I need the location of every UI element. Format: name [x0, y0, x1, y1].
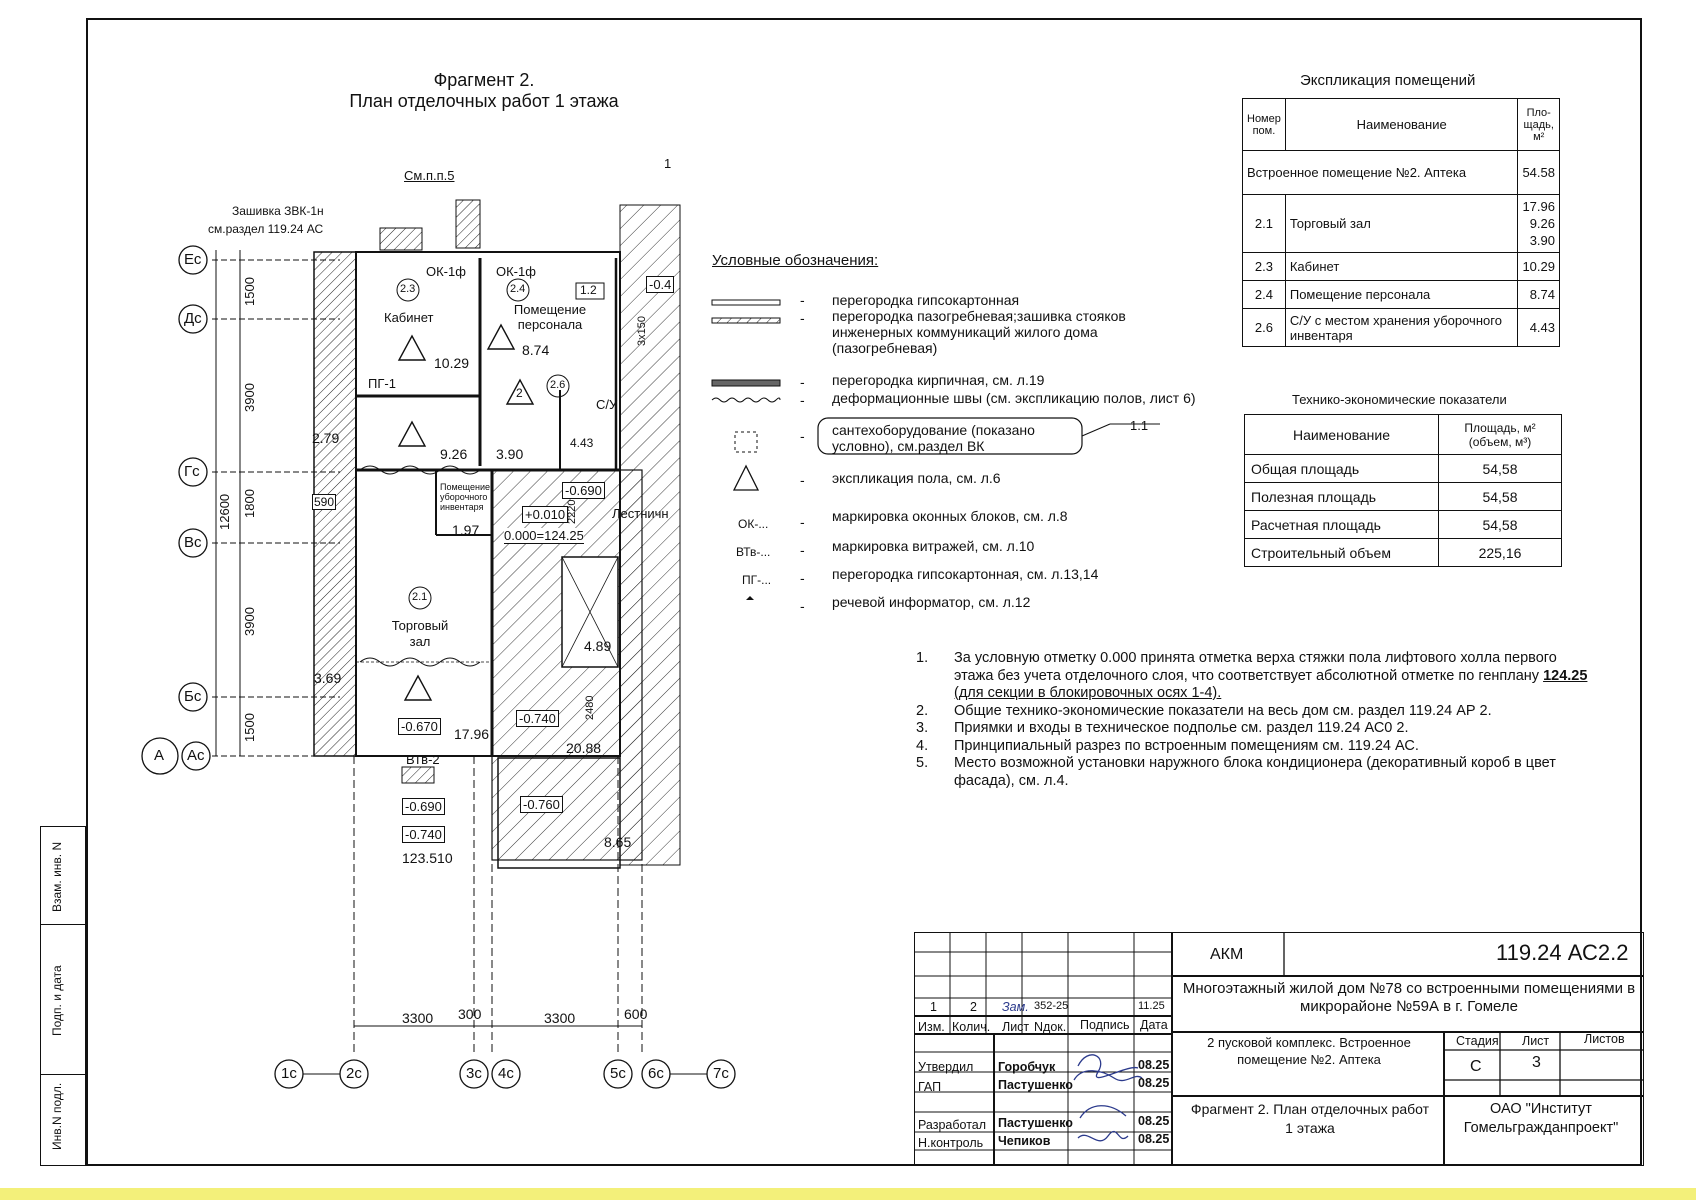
exp-row2-area: 10.29 — [1518, 253, 1560, 281]
legend-dash-8: - — [800, 542, 805, 558]
lbl-b1: 1 — [664, 156, 672, 171]
lbl-vtv2: ВТв-2 — [406, 752, 440, 767]
tep-r3-name: Расчетная площадь — [1245, 511, 1439, 539]
legend-dash-2: - — [800, 310, 805, 326]
side-inv: Инв.N подл. — [50, 1082, 64, 1150]
lbl-590: 590 — [314, 495, 335, 509]
axis-dc: Дс — [184, 310, 202, 327]
scan-edge — [0, 1188, 1696, 1200]
dim-3900b: 3900 — [242, 607, 257, 636]
legend-dash-1: - — [800, 292, 805, 308]
stamp-code: 119.24 АС2.2 — [1496, 940, 1629, 965]
dim-1500a: 1500 — [242, 277, 257, 306]
stamp-stage: С — [1470, 1058, 1482, 1075]
stamp-rev-d: 352-25 — [1034, 1000, 1069, 1012]
tep-r4-name: Строительный объем — [1245, 539, 1439, 567]
lbl-zero: 0.000=124.25 — [504, 528, 584, 543]
stamp-col-izm: Изм. — [918, 1020, 945, 1034]
lbl-t12: 1.2 — [580, 283, 597, 297]
lbl-123510: 123.510 — [402, 850, 453, 866]
lbl-r21: 2.1 — [412, 591, 428, 603]
axis-7c: 7с — [713, 1065, 729, 1082]
legend-item-10: речевой информатор, см. л.12 — [832, 594, 1031, 610]
tep-h-value: Площадь, м² (объем, м³) — [1439, 415, 1562, 455]
stamp-sheets-label: Листов — [1584, 1032, 1625, 1046]
exp-row2-num: 2.3 — [1243, 253, 1286, 281]
lbl-inv: Помещение уборочного инвентаря — [440, 482, 490, 512]
exp-row4-num: 2.6 — [1243, 309, 1286, 347]
zashivka: Зашивка ЗВК-1н — [232, 204, 324, 218]
side-vzam: Взам. инв. N — [50, 841, 64, 912]
axis-6c: 6с — [648, 1065, 664, 1082]
dim-12600: 12600 — [217, 493, 232, 530]
legend-item-8: маркировка витражей, см. л.10 — [832, 538, 1035, 554]
dim-3300b: 3300 — [544, 1010, 576, 1026]
lbl-m0670: -0.670 — [398, 718, 441, 735]
dim-3300a: 3300 — [402, 1010, 434, 1026]
lbl-3x150: 3x150 — [636, 316, 648, 346]
note-2: 2. Общие технико-экономические показатели на весь дом см. раздел 119.24 АР 2. — [916, 702, 1492, 719]
title-line2: План отделочных работ 1 этажа — [349, 91, 619, 111]
lbl-1029: 10.29 — [434, 355, 470, 371]
stamp-org: ОАО "Институт Гомельгражданпроект" — [1463, 1101, 1619, 1136]
stamp-date-3: 08.25 — [1138, 1114, 1170, 1128]
axis-ec: Ес — [184, 251, 202, 268]
tep-r2-value: 54,58 — [1439, 483, 1562, 511]
exp-row3-num: 2.4 — [1243, 281, 1286, 309]
stamp-sheet-title: Фрагмент 2. План отделочных работ 1 этажа — [1190, 1101, 1430, 1136]
lbl-m0740: -0.740 — [516, 710, 559, 727]
lbl-ok2: ОК-1ф — [496, 264, 536, 279]
legend-dash-7: - — [800, 514, 805, 530]
lbl-tri2: 2 — [516, 386, 523, 400]
stamp-date-2: 08.25 — [1138, 1076, 1170, 1090]
stamp-sheet-label: Лист — [1522, 1034, 1550, 1048]
lbl-m0740b: -0.740 — [402, 826, 445, 843]
legend-dash-3: - — [800, 374, 805, 390]
axis-gc: Гс — [184, 463, 200, 480]
stamp-rev-c: Зам. — [1002, 1000, 1029, 1014]
legend-dash-10: - — [800, 598, 805, 614]
lbl-874: 8.74 — [522, 342, 550, 358]
dim-300: 300 — [458, 1006, 482, 1022]
stamp-project: Многоэтажный жилой дом №78 со встроенными помещениями в микрорайоне №59А в г. Гомеле — [1182, 980, 1636, 1015]
exp-row3-name: Помещение персонала — [1285, 281, 1518, 309]
lbl-m0690b: -0.690 — [402, 798, 445, 815]
axis-vc: Вс — [184, 534, 202, 551]
legend-dash-4: - — [800, 392, 805, 408]
stamp-role-1: Утвердил — [918, 1060, 974, 1074]
tep-r2-name: Полезная площадь — [1245, 483, 1439, 511]
stamp-name-3: Пастушенко — [998, 1116, 1073, 1130]
legend-item-1: перегородка гипсокартонная — [832, 292, 1020, 308]
side-podp: Подп. и дата — [50, 965, 64, 1036]
lbl-m0690: -0.690 — [562, 482, 605, 499]
legend-tag-5: 1.1 — [1130, 418, 1149, 433]
lbl-torg: Торговый зал — [391, 618, 449, 649]
legend-dash-6: - — [800, 472, 805, 488]
legend-item-7: маркировка оконных блоков, см. л.8 — [832, 508, 1068, 524]
lbl-443: 4.43 — [570, 436, 594, 450]
lbl-m0760: -0.760 — [520, 796, 563, 813]
stamp-name-4: Чепиков — [998, 1134, 1051, 1148]
exp-row4-name: С/У с местом хранения уборочного инвентаря — [1285, 309, 1518, 347]
axis-bc: Бс — [184, 688, 202, 705]
stamp-role-3: Разработал — [918, 1118, 987, 1132]
note-3: 3. Приямки и входы в техническое подполье см. раздел 119.24 АС0 2. — [916, 720, 1409, 736]
exp-h-name: Наименование — [1285, 99, 1518, 151]
axis-4c: 4с — [498, 1065, 514, 1082]
exp-row3-area: 8.74 — [1518, 281, 1560, 309]
stamp-sheet: 3 — [1532, 1054, 1541, 1071]
stamp-col-ndok: Nдок. — [1034, 1020, 1067, 1034]
legend-dash-5: - — [800, 428, 805, 444]
exp-row1-num: 2.1 — [1243, 195, 1286, 253]
exp-h-area: Пло- щадь, м² — [1518, 99, 1560, 151]
title-line1: Фрагмент 2. — [433, 70, 535, 90]
stamp-code-left: АКМ — [1210, 946, 1244, 963]
lbl-2088: 20.88 — [566, 740, 602, 756]
lbl-kab: Кабинет — [384, 310, 434, 325]
stamp-rev-e: 11.25 — [1138, 1000, 1165, 1012]
lbl-r23: 2.3 — [400, 283, 416, 295]
lbl-489: 4.89 — [584, 638, 612, 654]
legend-item-2: перегородка пазогребневая;зашивка стояков инженерных коммуникаций жилого дома (пазогребневая) — [832, 308, 1126, 356]
tep-r3-value: 54,58 — [1439, 511, 1562, 539]
exp-group-area: 54.58 — [1518, 151, 1560, 195]
exp-row2-name: Кабинет — [1285, 253, 1518, 281]
dim-1800: 1800 — [242, 489, 257, 518]
tep-r1-name: Общая площадь — [1245, 455, 1439, 483]
stamp-name-1: Горобчук — [998, 1060, 1056, 1074]
stamp-col-podp: Подпись — [1080, 1018, 1130, 1032]
stamp-role-2: ГАП — [918, 1080, 942, 1094]
dim-3900a: 3900 — [242, 383, 257, 412]
notes — [916, 650, 1596, 790]
exp-h-num: Номер пом. — [1243, 99, 1286, 151]
dim-600: 600 — [624, 1006, 648, 1022]
ref-top: См.п.п.5 — [404, 168, 455, 183]
stamp-name-2: Пастушенко — [998, 1078, 1073, 1092]
tep-table — [1244, 414, 1562, 567]
legend-dash-9: - — [800, 570, 805, 586]
stamp-col-kol: Колич. — [952, 1020, 991, 1034]
lbl-865: 8.65 — [604, 834, 632, 850]
stamp-stage-label: Стадия — [1456, 1034, 1499, 1048]
axis-a: А — [154, 747, 165, 764]
shaft-top — [456, 200, 480, 248]
stamp-rev-a: 1 — [930, 1000, 937, 1014]
lbl-926: 9.26 — [440, 446, 468, 462]
lbl-2480: 2480 — [584, 695, 596, 720]
stamp-date-4: 08.25 — [1138, 1132, 1170, 1146]
exp-group-name: Встроенное помещение №2. Аптека — [1243, 151, 1518, 195]
exp-row1-area: 17.96 9.26 3.90 — [1518, 195, 1560, 253]
note-4: 4. Принципиальный разрез по встроенным помещениям см. 119.24 АС. — [916, 737, 1419, 754]
legend-sym-8: ВТв-... — [736, 545, 771, 559]
lbl-1796: 17.96 — [454, 726, 490, 742]
note-5: 5. Место возможной установки наружного блока кондиционера (декоративный короб в цвет фасада), см. л.4. — [916, 755, 1556, 789]
lbl-p0010: +0.010 — [522, 506, 568, 523]
lbl-197: 1.97 — [452, 522, 480, 538]
stamp-col-list: Лист — [1002, 1020, 1030, 1034]
explication-caption: Экспликация помещений — [1300, 72, 1476, 89]
lbl-r26: 2.6 — [550, 379, 566, 391]
note-1: 1. За условную отметку 0.000 принята отметка верха стяжки пола лифтового холла первого этажа без учета отделочного слоя, что соответствует абсолютной отметке по генплану 124.25 (для секции в блокировочных осях 1-4). — [916, 650, 1588, 701]
legend-item-3: перегородка кирпичная, см. л.19 — [832, 372, 1045, 388]
exp-row4-area: 4.43 — [1518, 309, 1560, 347]
explication-table — [1242, 98, 1560, 347]
axis-5c: 5с — [610, 1065, 626, 1082]
legend-sym-7: ОК-... — [738, 517, 769, 531]
zashivka-ref: см.раздел 119.24 АС — [208, 222, 324, 236]
exp-row1-name: Торговый зал — [1285, 195, 1518, 253]
legend-item-6: экспликация пола, см. л.6 — [832, 470, 1001, 486]
stamp-object: 2 пусковой комплекс. Встроенное помещение №2. Аптека — [1207, 1035, 1411, 1067]
lbl-pg1: ПГ-1 — [368, 376, 396, 391]
lbl-ok1: ОК-1ф — [426, 264, 466, 279]
stamp-date-1: 08.25 — [1138, 1058, 1170, 1072]
stamp-role-4: Н.контроль — [918, 1136, 984, 1150]
axis-1c: 1с — [281, 1065, 297, 1082]
legend-item-9: перегородка гипсокартонная, см. л.13,14 — [832, 566, 1099, 582]
axis-3c: 3с — [466, 1065, 482, 1082]
lbl-390: 3.90 — [496, 446, 524, 462]
stamp-col-data: Дата — [1140, 1018, 1168, 1032]
dim-1500b: 1500 — [242, 713, 257, 742]
tep-caption: Технико-экономические показатели — [1292, 392, 1507, 407]
legend-title: Условные обозначения: — [712, 252, 879, 269]
lbl-r24: 2.4 — [510, 283, 526, 295]
legend-item-4: деформационные швы (см. экспликацию полов, лист 6) — [832, 390, 1196, 406]
stamp-rev-b: 2 — [970, 1000, 977, 1014]
legend-item-5: сантехоборудование (показано условно), см.раздел ВК — [832, 422, 1035, 454]
tep-h-name: Наименование — [1245, 415, 1439, 455]
lbl-279: 2.79 — [312, 430, 340, 446]
lbl-pers: Помещение персонала — [513, 302, 587, 332]
legend-sym-9: ПГ-... — [742, 573, 772, 587]
lbl-su: С/У — [596, 397, 618, 412]
axis-2c: 2с — [346, 1065, 362, 1082]
lbl-lest: Лестничн — [612, 506, 669, 521]
tep-r4-value: 225,16 — [1439, 539, 1562, 567]
lbl-369: 3.69 — [314, 670, 342, 686]
lbl-m04: -0.4 — [646, 276, 674, 293]
axis-ac: Ас — [187, 747, 205, 764]
tep-r1-value: 54,58 — [1439, 455, 1562, 483]
lbl-2220: 2220 — [566, 499, 578, 524]
